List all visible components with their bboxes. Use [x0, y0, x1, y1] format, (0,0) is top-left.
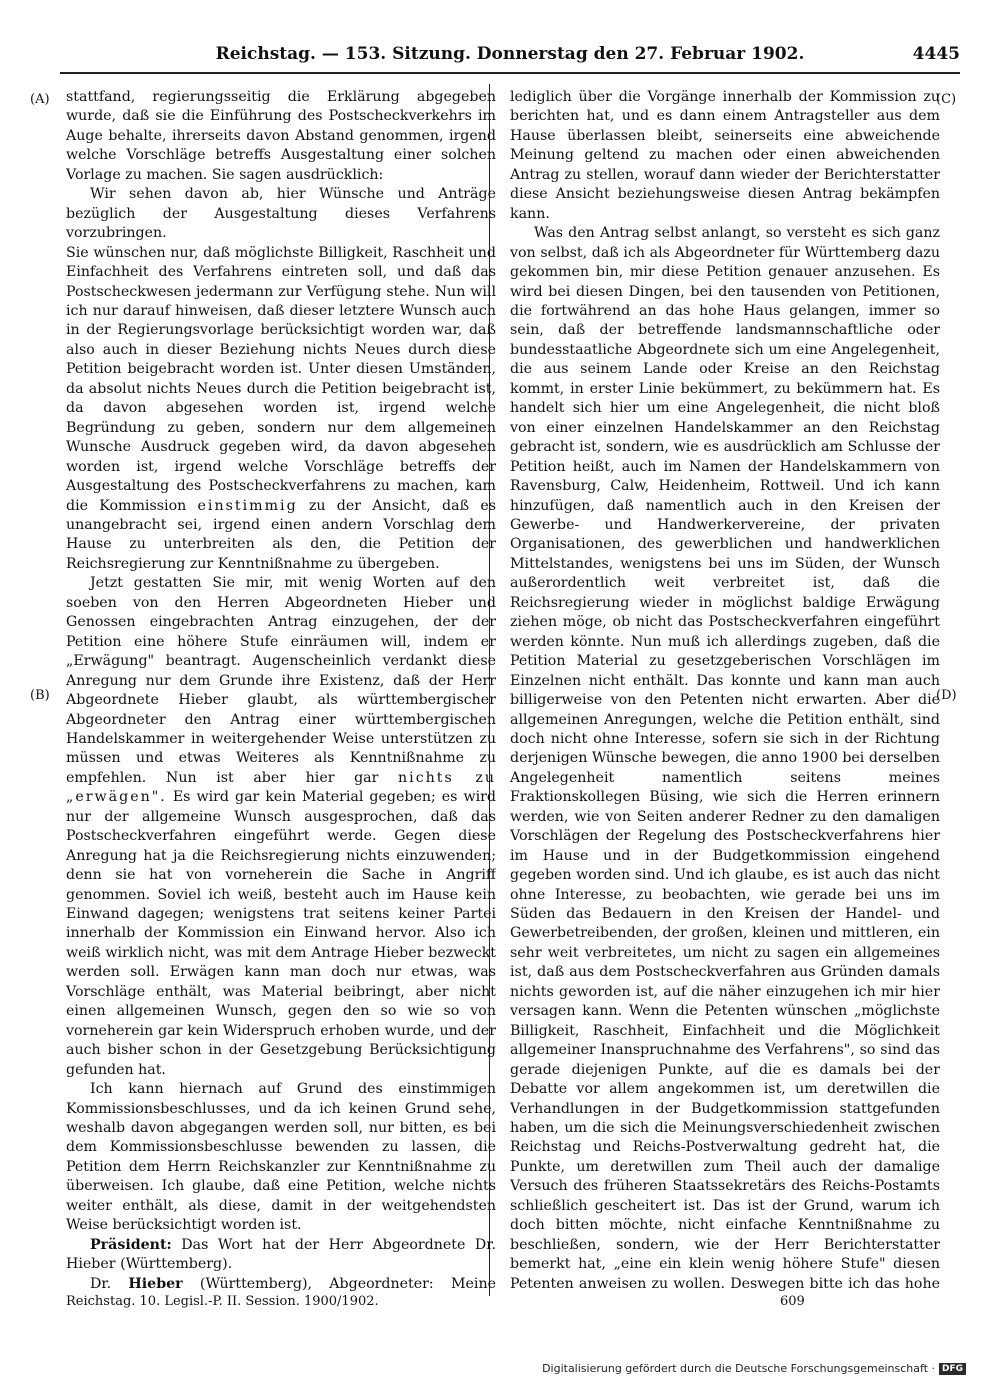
- emphasis: einstimmig: [197, 497, 298, 514]
- left-column: [66, 88, 496, 1292]
- right-column: [510, 88, 940, 1292]
- page-number: 4445: [912, 44, 960, 64]
- margin-marker-a: (A): [30, 92, 50, 107]
- margin-marker-d: (D): [936, 688, 957, 703]
- speaker-label: Präsident:: [90, 1236, 172, 1253]
- header-rule: [60, 72, 960, 74]
- footer-sheet-number: 609: [780, 1294, 805, 1309]
- running-header: [60, 44, 960, 68]
- president-statement: Präsident: Das Wort hat der Herr Abgeordnete Dr. Hieber (Württemberg).: [66, 1236, 496, 1273]
- footer-citation: Reichstag. 10. Legisl.-P. II. Session. 1900/1902.: [66, 1294, 379, 1309]
- paragraph: stattfand, regierungsseitig die Erklärung abgegeben wurde, daß sie die Einführung des Postscheckverkehrs im Auge behalte, ihrerseits davon Abstand genommen, irgend welche Vorschläge betreffs Ausgestaltung einer solchen Vorlage zu machen. Sie sagen ausdrücklich:: [66, 89, 496, 183]
- paragraph: Sie wünschen nur, daß möglichste Billigkeit, Raschheit und Einfachheit des Verfahrens eintreten soll, und daß das Postscheckwesen jedermann zur Verfügung stehe. Nun will ich nur darauf hinweisen, daß dieser letztere Wunsch auch in der Regierungsvorlage berücksichtigt worden war, daß also auch in dieser Beziehung nichts Neues durch diese Petition beigebracht worden ist. Unter diesen Umständen, da absolut nichts Neues durch die Petition beigebracht ist, da davon abgesehen worden ist, irgend welche Begründung zu geben, sondern nur dem allgemeinen Wunsche Ausdruck gegeben wird, da davon abgesehen worden ist, irgend welche Vorschläge betreffs der Ausgestaltung des Postscheckverfahrens zu machen, kam die Kommission einstimmig zu der Ansicht, daß es unangebracht sei, irgend einen andern Vorschlag dem Hause zu unterbreiten als den, die Petition der Reichsregierung zur Kenntnißnahme zu übergeben.: [66, 244, 496, 572]
- quotation: Wir sehen davon ab, hier Wünsche und Anträge bezüglich der Ausgestaltung dieses Verfahrens vorzubringen.: [66, 186, 496, 242]
- paragraph: lediglich über die Vorgänge innerhalb der Kommission zu berichten hat, und es dann einem Antragsteller aus dem Hause überlassen bleibt, seinerseits eine abweichende Meinung geltend zu machen oder einen abweichenden Antrag zu stellen, worauf dann wieder der Berichterstatter diese Ansicht beziehungsweise diesen Antrag bekämpfen kann.: [510, 89, 940, 222]
- speaker-name: Hieber: [128, 1275, 183, 1292]
- margin-marker-c: (C): [936, 92, 957, 107]
- paragraph: Was den Antrag selbst anlangt, so versteht es sich ganz von selbst, daß ich als Abgeordneter für Württemberg dazu gekommen bin, mir diese Petition genauer anzusehen. Es wird bei diesen Dingen, bei den tausenden von Petitionen, die fortwährend an das hohe Haus gelangen, immer so sein, daß der betreffende landsmannschaftliche oder bundesstaatliche Abgeordnete sich um eine Angelegenheit, die aus seinem Lande oder Kreise an den Reichstag kommt, in erster Linie bekümmert, zu bekümmern hat. Es handelt sich hier um eine Angelegenheit, die nicht bloß von einer einzelnen Handelskammer an den Reichstag gebracht ist, sondern, wie es ausdrücklich am Schlusse der Petition heißt, auch im Namen der Handelskammern von Ravensburg, Calw, Heidenheim, Rottweil. Und ich kann hinzufügen, daß namentlich auch in den Kreisen der Gewerbe- und Handwerkervereine, der privaten Organisationen, des gewerblichen und handwerklichen Mittelstandes, wenigstens bei uns im Süden, der Wunsch außerordentlich weit verbreitet ist, daß die Reichsregierung wieder in möglichst baldige Erwägung ziehen möge, ob nicht das Postscheckverfahren eingeführt werden könnte. Nun muß ich allerdings zugeben, daß die Petition Material zu gesetzgeberischen Vorschlägen im Einzelnen nicht enthält. Das konnte und kann man auch billigerweise von den Petenten nicht erwarten. Aber die allgemeinen Anregungen, welche die Petition enthält, sind doch nicht ohne Interesse, sofern sie sich in der Richtung derjenigen Wünsche bewegen, die anno 1900 bei derselben Angelegenheit namentlich seitens meines Fraktionskollegen Büsing, wie sich die Herren erinnern werden, wie von Seiten anderer Redner zu den damaligen Vorschlägen der Regelung des Postscheckverfahrens hier im Hause und in der Budgetkommission eingehend gegeben worden sind. Und ich glaube, es ist auch das nicht ohne Interesse, zu beobachten, wie gerade bei uns im Süden das Bedauern in den Kreisen der Handel- und Gewerbetreibenden, der großen, kleinen und mittleren, ein sehr weit verbreitetes, um nicht zu sagen ein allgemeines ist, daß aus dem Postscheckverfahren aus Gründen damals nichts geworden ist, auf die näher einzugehen ich mir hier versagen kann. Wenn die Petenten wünschen „möglichste Billigkeit, Raschheit, Einfachheit und die Möglichkeit allgemeiner Inanspruchnahme des Verfahrens", so sind das gerade diejenigen Punkte, auf die es damals bei der Debatte vor allem angekommen ist, um deretwillen die Verhandlungen in der Budgetkommission stattgefunden haben, um die sich die Meinungsverschiedenheit zwischen Reichstag und Reichs-Postverwaltung gedreht hat, die Punkte, um deretwillen zum Theil auch der damalige Versuch des früheren Staatssekretärs des Reichs-Postamts schließlich gescheitert ist. Das ist der Grund, warum ich doch bitten möchte, nicht einfache Kenntnißnahme zu beschließen, sondern, wie der Herr Berichterstatter bemerkt hat, „eine ein klein wenig höhere Stufe" diesen Petenten anweisen zu wollen. Deswegen bitte ich das hohe: [510, 225, 940, 1292]
- speech-hieber: Dr. Hieber (Württemberg), Abgeordneter: Meine: [90, 1275, 496, 1292]
- digitization-credit: Digitalisierung gefördert durch die Deutsche Forschungsgemeinschaft · DFG: [542, 1362, 966, 1375]
- paragraph: Jetzt gestatten Sie mir, mit wenig Worten auf den soeben von den Herren Abgeordneten Hieber und Genossen eingebrachten Antrag einzugehen, der der Petition eine höhere Stufe einräumen will, indem er „Erwägung" beantragt. Augenscheinlich verdankt diese Anregung nur dem Grunde ihre Existenz, daß der Herr Abgeordnete Hieber glaubt, als württembergischer Abgeordneter den Antrag einer württembergischen Handelskammer in weitergehender Weise unterstützen zu müssen und etwas Weiteres als Kenntnißnahme zu empfehlen. Nun ist aber hier gar nichts zu „erwägen". Es wird gar kein Material gegeben; es wird nur der allgemeine Wunsch ausgesprochen, daß das Postscheckverfahren eingeführt werde. Gegen diese Anregung hat ja die Reichsregierung nichts einzuwenden; denn sie hat von vorneherein die Sache in Angriff genommen. Soviel ich weiß, besteht auch im Hause kein Einwand dagegen; wenigstens trat seitens keiner Partei innerhalb der Kommission ein Einwand hervor. Also ich weiß wirklich nicht, was mit dem Antrage Hieber bezweckt werden soll. Erwägen kann man doch nur etwas, was Vorschläge enthält, was Material beibringt, aber nicht einen allgemeinen Wunsch, gegen den so wie so von vorneherein gar kein Widerspruch erhoben wurde, und der auch bisher schon in der Gesetzgebung Berücksichtigung gefunden hat.: [66, 575, 496, 1078]
- emphasis: nichts zu „erwägen".: [66, 769, 496, 806]
- running-title: Reichstag. — 153. Sitzung. Donnerstag den 27. Februar 1902.: [215, 44, 805, 64]
- paragraph: Ich kann hiernach auf Grund des einstimmigen Kommissionsbeschlusses, und da ich keinen Grund sehe, weshalb davon abgegangen werden soll, nur bitten, es bei dem Kommissionsbeschlusse bewenden zu lassen, die Petition dem Herrn Reichskanzler zur Kenntnißnahme zu überweisen. Ich glaube, daß eine Petition, welche nichts weiter enthält, als diese, damit in der weitgehendsten Weise berücksichtigt worden ist.: [66, 1081, 496, 1234]
- dfg-logo-icon: DFG: [939, 1363, 966, 1375]
- margin-marker-b: (B): [30, 688, 50, 703]
